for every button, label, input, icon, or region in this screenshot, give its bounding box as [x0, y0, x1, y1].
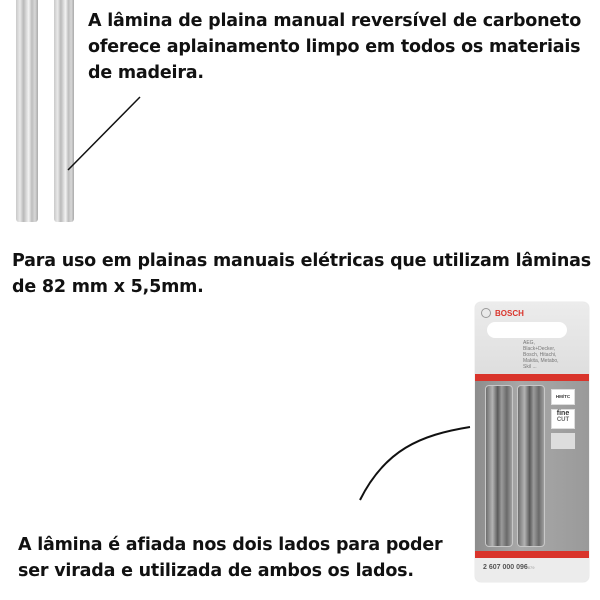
text-line: A lâmina é afiada nos dois lados para poder [18, 535, 443, 555]
packaged-blade-right [517, 385, 545, 547]
compat-item: Bosch, Hitachi, [523, 352, 557, 358]
blade-image-right [54, 0, 74, 222]
description-middle [12, 248, 591, 300]
blade-image-left [16, 0, 38, 222]
description-bottom [18, 532, 442, 584]
text-line: de 82 mm x 5,5mm. [12, 277, 204, 297]
text-line: ser virada e utilizada de ambos os lados. [18, 561, 414, 581]
cloud-shape [487, 322, 567, 338]
material-badge: HM/TC [551, 389, 575, 405]
compat-item: Skil ... [523, 364, 537, 370]
cut-label: CUT [556, 417, 570, 423]
packaged-blade-left [485, 385, 513, 547]
product-package [475, 302, 589, 582]
brand-logo [481, 308, 524, 318]
blister-window [475, 381, 589, 551]
brand-name: BOSCH [495, 308, 524, 318]
code-number: 2 607 000 096 [483, 564, 528, 571]
text-line: A lâmina de plaina manual reversível de carboneto [88, 11, 582, 31]
product-code [483, 564, 534, 571]
compat-item: Makita, Metabo, [523, 358, 559, 364]
planer-pictogram-icon [551, 433, 575, 449]
fine-label: fine [556, 410, 570, 417]
fine-cut-badge [551, 409, 575, 429]
bosch-logo-icon [481, 308, 491, 318]
red-stripe-top [475, 374, 589, 381]
description-top [88, 8, 581, 86]
red-stripe-bottom [475, 551, 589, 558]
text-line: oferece aplainamento limpo em todos os materiais [88, 37, 581, 57]
text-line: de madeira. [88, 63, 204, 83]
text-line: Para uso em plainas manuais elétricas que utilizam lâminas [12, 251, 591, 271]
compatibility-list [523, 340, 587, 370]
compat-item: Black+Decker, [523, 346, 556, 352]
compat-item: AEG, [523, 340, 535, 346]
code-suffix: 879 [527, 565, 535, 570]
